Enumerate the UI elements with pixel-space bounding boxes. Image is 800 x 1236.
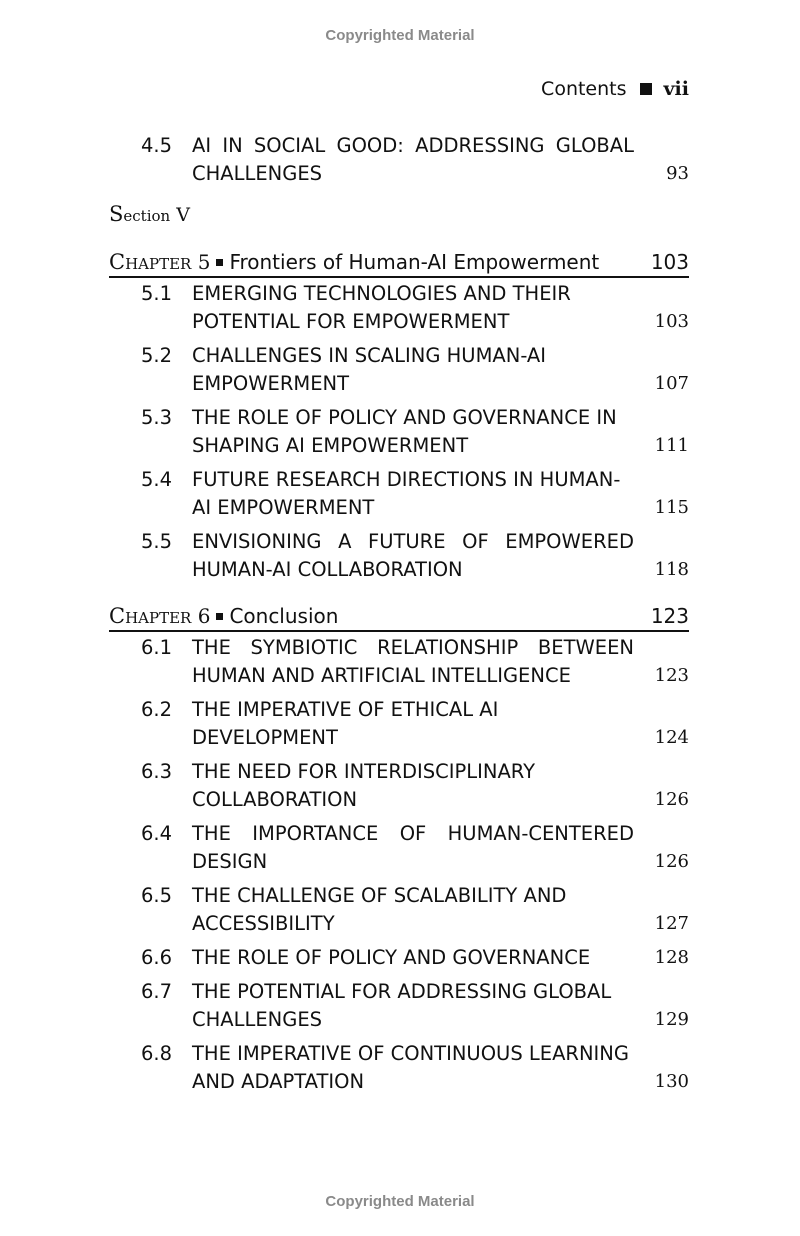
toc-entry-page: 123 <box>654 665 689 686</box>
toc-entry-page: 124 <box>654 727 689 748</box>
toc-entry-number: 4.5 <box>141 134 173 157</box>
square-separator-icon <box>640 83 652 95</box>
toc-entry-title: ENVISIONING A FUTURE OF EMPOWERED HUMAN-AI COLLABORATION <box>192 530 634 581</box>
page-number: vii <box>663 78 689 100</box>
running-head-label: Contents <box>541 78 627 100</box>
toc-entry-page: 111 <box>654 435 689 456</box>
toc-entry-6-5[interactable] <box>109 882 689 938</box>
toc-entry-number: 6.4 <box>141 822 173 845</box>
toc-entry-5-5[interactable] <box>109 528 689 584</box>
chapter-number: 5 <box>197 250 211 274</box>
toc-entry-title: AI IN SOCIAL GOOD: ADDRESSING GLOBAL CHALLENGES <box>192 134 634 185</box>
toc-entry-number: 5.5 <box>141 530 173 553</box>
toc-entry-5-3[interactable] <box>109 404 689 460</box>
chapter-label: CHAPTER <box>109 250 192 274</box>
bullet-icon <box>216 259 223 266</box>
toc-entry-title: FUTURE RESEARCH DIRECTIONS IN HUMAN-AI EMPOWERMENT <box>192 468 621 519</box>
section-label-rest: ection <box>123 207 171 225</box>
toc-entry-5-2[interactable] <box>109 342 689 398</box>
section-heading <box>109 202 689 226</box>
table-of-contents <box>109 132 689 1102</box>
toc-entry-page: 128 <box>654 947 689 968</box>
toc-entry-number: 5.4 <box>141 468 173 491</box>
toc-entry-number: 5.2 <box>141 344 173 367</box>
toc-entry-6-2[interactable] <box>109 696 689 752</box>
bullet-icon <box>216 613 223 620</box>
toc-entry-title: THE IMPERATIVE OF CONTINUOUS LEARNING AND ADAPTATION <box>192 1042 629 1093</box>
chapter-page: 103 <box>650 250 689 274</box>
chapter-number: 6 <box>197 604 211 628</box>
toc-entry-number: 6.6 <box>141 946 173 969</box>
running-head <box>541 78 689 100</box>
toc-entry-page: 130 <box>654 1071 689 1092</box>
chapter-title: Frontiers of Human-AI Empowerment <box>229 250 600 274</box>
toc-entry-title: THE CHALLENGE OF SCALABILITY AND ACCESSIBILITY <box>192 884 567 935</box>
toc-entry-number: 6.5 <box>141 884 173 907</box>
toc-entry-page: 93 <box>666 163 689 184</box>
toc-entry-number: 6.3 <box>141 760 173 783</box>
toc-entry-title: THE IMPORTANCE OF HUMAN-CENTERED DESIGN <box>192 822 634 873</box>
watermark-top: Copyrighted Material <box>325 27 475 44</box>
toc-entry-page: 103 <box>654 311 689 332</box>
chapter-page: 123 <box>650 604 689 628</box>
toc-entry-page: 118 <box>654 559 689 580</box>
toc-entry-6-4[interactable] <box>109 820 689 876</box>
toc-entry-5-4[interactable] <box>109 466 689 522</box>
toc-entry-page: 126 <box>654 851 689 872</box>
toc-entry-number: 6.7 <box>141 980 173 1003</box>
toc-entry-number: 6.1 <box>141 636 173 659</box>
chapter-gap <box>109 590 689 604</box>
chapter-label: CHAPTER <box>109 604 192 628</box>
toc-entry-6-3[interactable] <box>109 758 689 814</box>
toc-entry-title: THE NEED FOR INTERDISCIPLINARY COLLABORATION <box>192 760 535 811</box>
toc-entry-title: EMERGING TECHNOLOGIES AND THEIR POTENTIAL FOR EMPOWERMENT <box>192 282 571 333</box>
toc-entry-number: 5.3 <box>141 406 173 429</box>
toc-entry-4-5[interactable] <box>109 132 689 188</box>
toc-entry-page: 115 <box>654 497 689 518</box>
toc-entry-5-1[interactable] <box>109 280 689 336</box>
toc-entry-title: CHALLENGES IN SCALING HUMAN-AI EMPOWERMENT <box>192 344 547 395</box>
toc-entry-title: THE SYMBIOTIC RELATIONSHIP BETWEEN HUMAN AND ARTIFICIAL INTELLIGENCE <box>192 636 634 687</box>
section-numeral: V <box>176 204 190 226</box>
toc-entry-title: THE POTENTIAL FOR ADDRESSING GLOBAL CHALLENGES <box>192 980 612 1031</box>
toc-entry-number: 5.1 <box>141 282 173 305</box>
toc-entry-6-1[interactable] <box>109 634 689 690</box>
toc-entry-title: THE IMPERATIVE OF ETHICAL AI DEVELOPMENT <box>192 698 499 749</box>
chapter-5-heading[interactable] <box>109 250 689 278</box>
toc-entry-page: 127 <box>654 913 689 934</box>
toc-entry-page: 107 <box>654 373 689 394</box>
chapter-6-heading[interactable] <box>109 604 689 632</box>
watermark-bottom: Copyrighted Material <box>325 1193 475 1210</box>
toc-entry-6-7[interactable] <box>109 978 689 1034</box>
toc-entry-6-8[interactable] <box>109 1040 689 1096</box>
toc-entry-page: 129 <box>654 1009 689 1030</box>
chapter-title: Conclusion <box>229 604 339 628</box>
toc-entry-page: 126 <box>654 789 689 810</box>
toc-entry-title: THE ROLE OF POLICY AND GOVERNANCE IN SHAPING AI EMPOWERMENT <box>192 406 617 457</box>
section-label-initial: S <box>109 202 124 226</box>
toc-entry-number: 6.8 <box>141 1042 173 1065</box>
toc-entry-number: 6.2 <box>141 698 173 721</box>
toc-entry-6-6[interactable] <box>109 944 689 972</box>
toc-entry-title: THE ROLE OF POLICY AND GOVERNANCE <box>192 946 591 969</box>
